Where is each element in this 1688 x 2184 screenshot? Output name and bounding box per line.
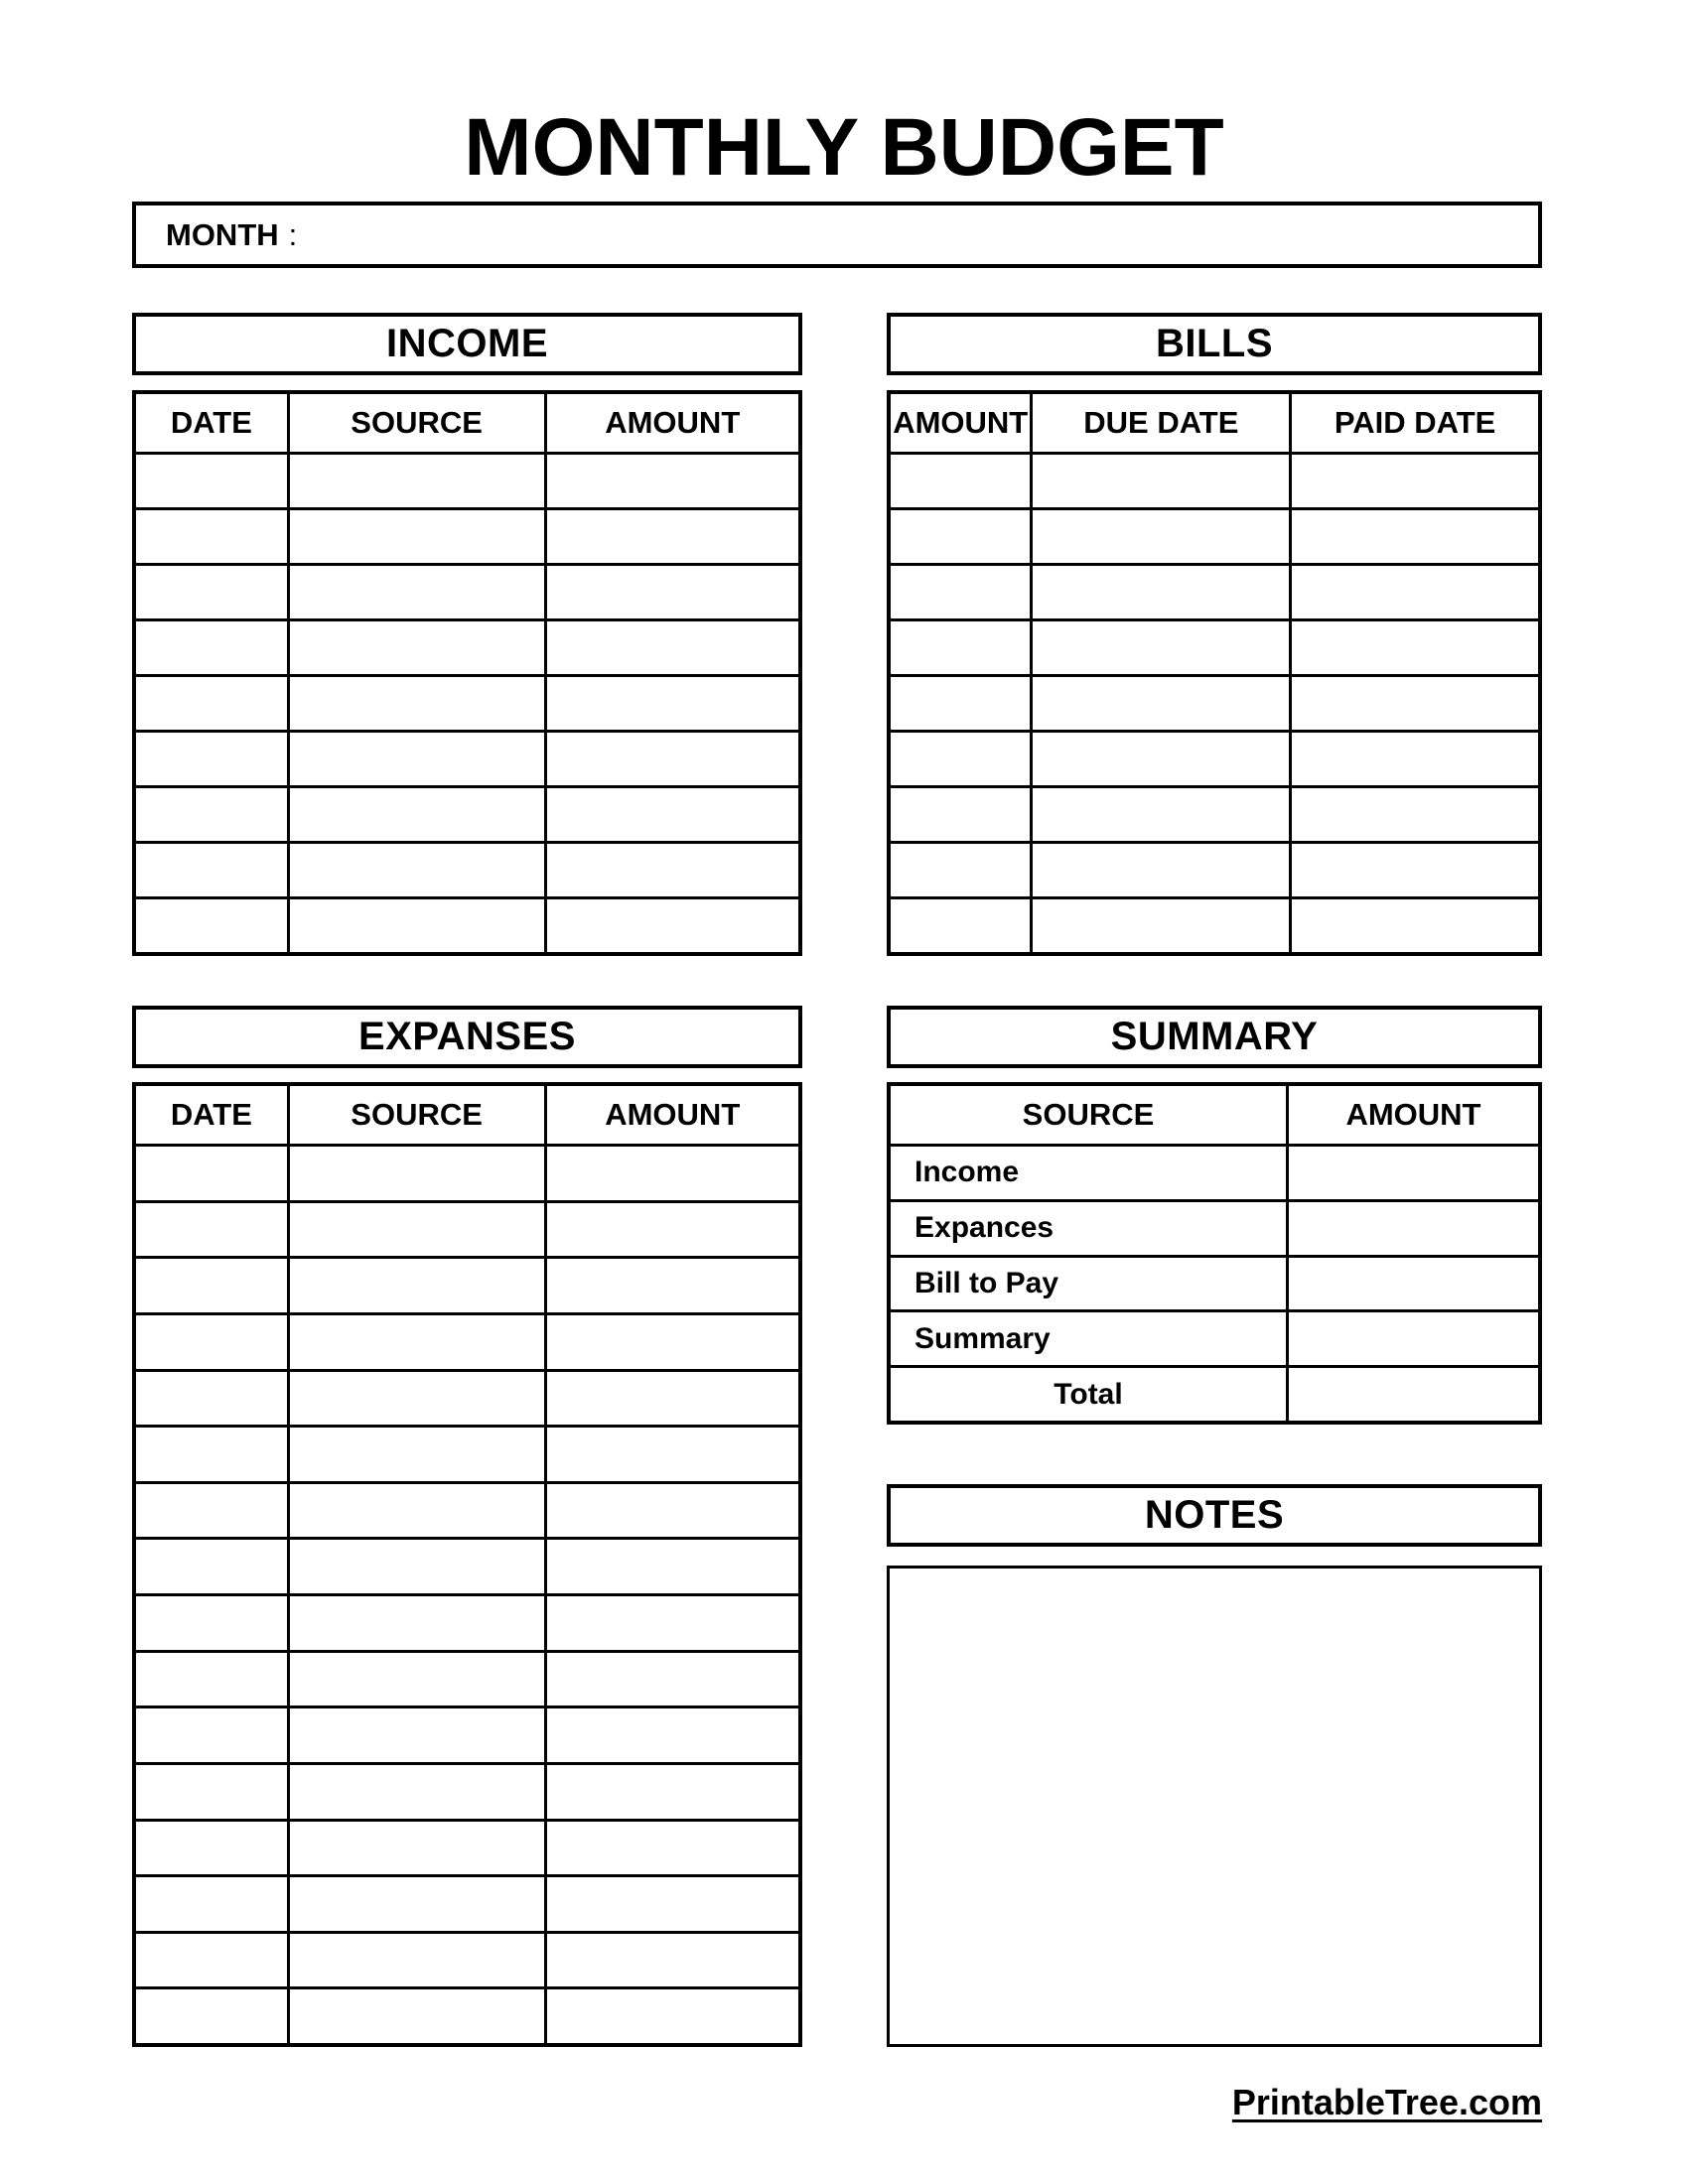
empty-cell[interactable] (547, 510, 798, 563)
empty-cell[interactable] (290, 1708, 547, 1762)
summary-row-bill-to-pay (891, 1258, 1538, 1313)
empty-cell[interactable] (1033, 899, 1292, 952)
empty-cell[interactable] (290, 788, 547, 841)
empty-cell[interactable] (136, 1203, 290, 1257)
empty-cell[interactable] (290, 566, 547, 618)
empty-cell[interactable] (547, 1989, 798, 2043)
empty-cell[interactable] (1033, 566, 1292, 618)
table-row (136, 455, 798, 510)
summary-amount-cell[interactable] (1289, 1258, 1538, 1310)
table-row (136, 566, 798, 621)
empty-cell[interactable] (547, 844, 798, 896)
column-header: AMOUNT (1345, 1097, 1481, 1132)
column-header: AMOUNT (605, 405, 741, 440)
empty-cell[interactable] (1292, 621, 1538, 674)
column-header: PAID DATE (1334, 405, 1496, 440)
empty-cell[interactable] (290, 1877, 547, 1931)
empty-cell[interactable] (891, 455, 1033, 507)
empty-cell[interactable] (136, 1653, 290, 1706)
summary-amount-cell[interactable] (1289, 1202, 1538, 1255)
month-label-colon: : (288, 216, 298, 252)
table-row (136, 844, 798, 899)
summary-row-label: Income (891, 1147, 1289, 1199)
empty-cell[interactable] (547, 1765, 798, 1819)
empty-cell[interactable] (290, 1147, 547, 1200)
empty-cell[interactable] (290, 1540, 547, 1593)
empty-cell[interactable] (547, 1934, 798, 1987)
table-row (136, 510, 798, 566)
column-header: SOURCE (891, 1086, 1289, 1144)
empty-cell[interactable] (290, 455, 547, 507)
empty-cell[interactable] (547, 455, 798, 507)
empty-cell[interactable] (547, 1877, 798, 1931)
empty-cell[interactable] (547, 1653, 798, 1706)
empty-cell[interactable] (290, 621, 547, 674)
table-row (891, 844, 1538, 899)
table-row (891, 788, 1538, 844)
empty-cell[interactable] (290, 1989, 547, 2043)
empty-cell[interactable] (290, 1203, 547, 1257)
empty-cell[interactable] (290, 1596, 547, 1650)
empty-cell[interactable] (290, 1653, 547, 1706)
printabletree-link[interactable]: PrintableTree.com (1231, 2082, 1542, 2122)
table-row (136, 1934, 798, 1990)
empty-cell[interactable] (547, 1372, 798, 1426)
summary-row-label: Summary (891, 1312, 1289, 1365)
empty-cell[interactable] (547, 1147, 798, 1200)
table-row (136, 1989, 798, 2043)
empty-cell[interactable] (547, 1315, 798, 1369)
empty-cell[interactable] (547, 621, 798, 674)
empty-cell[interactable] (290, 677, 547, 730)
summary-row-label: Total (891, 1368, 1289, 1421)
empty-cell[interactable] (136, 1372, 290, 1426)
month-label: MONTH (166, 216, 279, 252)
empty-cell[interactable] (1292, 899, 1538, 952)
empty-cell[interactable] (136, 844, 290, 896)
empty-cell[interactable] (547, 677, 798, 730)
empty-cell[interactable] (290, 899, 547, 952)
empty-cell[interactable] (136, 1596, 290, 1650)
empty-cell[interactable] (1033, 621, 1292, 674)
empty-cell[interactable] (290, 1765, 547, 1819)
empty-cell[interactable] (547, 1203, 798, 1257)
bills-section-header (887, 313, 1542, 375)
table-row (891, 677, 1538, 733)
empty-cell[interactable] (1033, 455, 1292, 507)
empty-cell[interactable] (290, 510, 547, 563)
empty-cell[interactable] (891, 677, 1033, 730)
empty-cell[interactable] (136, 1989, 290, 2043)
table-header-row (136, 1086, 798, 1147)
table-row (136, 1259, 798, 1315)
empty-cell[interactable] (136, 677, 290, 730)
table-row (136, 677, 798, 733)
table-header-row (136, 394, 798, 455)
empty-cell[interactable] (1033, 510, 1292, 563)
table-row (891, 621, 1538, 677)
column-header: DUE DATE (1033, 394, 1292, 452)
table-row (136, 899, 798, 952)
table-row (136, 1653, 798, 1709)
table-row (136, 788, 798, 844)
table-row (136, 1765, 798, 1822)
empty-cell[interactable] (547, 1428, 798, 1481)
empty-cell[interactable] (290, 1259, 547, 1312)
empty-cell[interactable] (1292, 566, 1538, 618)
column-header: SOURCE (290, 394, 547, 452)
summary-table (887, 1082, 1542, 1425)
income-section-header (132, 313, 802, 375)
empty-cell[interactable] (136, 1484, 290, 1538)
empty-cell[interactable] (136, 1822, 290, 1875)
empty-cell[interactable] (290, 1372, 547, 1426)
empty-cell[interactable] (1033, 844, 1292, 896)
empty-cell[interactable] (136, 1765, 290, 1819)
empty-cell[interactable] (136, 788, 290, 841)
table-row (136, 1708, 798, 1765)
empty-cell[interactable] (136, 1147, 290, 1200)
notes-section-header (887, 1484, 1542, 1547)
column-header: DATE (136, 394, 290, 452)
table-row (136, 1203, 798, 1260)
notes-section-title: NOTES (1144, 1493, 1285, 1537)
empty-cell[interactable] (547, 1540, 798, 1593)
empty-cell[interactable] (290, 1484, 547, 1538)
table-row (891, 899, 1538, 952)
table-row (136, 1147, 798, 1203)
empty-cell[interactable] (891, 566, 1033, 618)
empty-cell[interactable] (1292, 788, 1538, 841)
table-row (136, 1428, 798, 1484)
empty-cell[interactable] (136, 455, 290, 507)
empty-cell[interactable] (547, 566, 798, 618)
page-title: MONTHLY BUDGET (464, 102, 1224, 193)
empty-cell[interactable] (136, 1540, 290, 1593)
table-row (136, 733, 798, 788)
empty-cell[interactable] (891, 899, 1033, 952)
empty-cell[interactable] (136, 899, 290, 952)
empty-cell[interactable] (1292, 844, 1538, 896)
table-row (136, 1596, 798, 1653)
empty-cell[interactable] (547, 788, 798, 841)
empty-cell[interactable] (136, 733, 290, 785)
empty-cell[interactable] (1033, 733, 1292, 785)
table-header-row (891, 394, 1538, 455)
empty-cell[interactable] (290, 1428, 547, 1481)
bills-section-title: BILLS (1155, 322, 1274, 365)
empty-cell[interactable] (1292, 455, 1538, 507)
table-row (891, 510, 1538, 566)
expanses-section-header (132, 1006, 802, 1068)
empty-cell[interactable] (1292, 677, 1538, 730)
empty-cell[interactable] (1033, 788, 1292, 841)
empty-cell[interactable] (136, 1708, 290, 1762)
summary-section-header (887, 1006, 1542, 1068)
notes-input-area[interactable] (887, 1566, 1542, 2047)
summary-row-total (891, 1368, 1538, 1421)
empty-cell[interactable] (290, 1934, 547, 1987)
empty-cell[interactable] (547, 1596, 798, 1650)
table-row (136, 1315, 798, 1372)
table-row (136, 1877, 798, 1934)
table-row (891, 733, 1538, 788)
empty-cell[interactable] (547, 1708, 798, 1762)
summary-row-expances (891, 1202, 1538, 1258)
column-header: SOURCE (290, 1086, 547, 1144)
summary-section-title: SUMMARY (1110, 1015, 1319, 1058)
empty-cell[interactable] (290, 844, 547, 896)
empty-cell[interactable] (290, 1315, 547, 1369)
summary-amount-cell[interactable] (1289, 1312, 1538, 1365)
expanses-table (132, 1082, 802, 2047)
empty-cell[interactable] (290, 1822, 547, 1875)
empty-cell[interactable] (1033, 677, 1292, 730)
empty-cell[interactable] (290, 733, 547, 785)
empty-cell[interactable] (891, 621, 1033, 674)
summary-row-label: Expances (891, 1202, 1289, 1255)
expanses-section-title: EXPANSES (358, 1015, 576, 1058)
empty-cell[interactable] (136, 1315, 290, 1369)
summary-amount-cell[interactable] (1289, 1368, 1538, 1421)
table-row (136, 621, 798, 677)
empty-cell[interactable] (136, 1877, 290, 1931)
empty-cell[interactable] (136, 1934, 290, 1987)
income-section-title: INCOME (386, 322, 548, 365)
table-row (891, 455, 1538, 510)
empty-cell[interactable] (547, 1259, 798, 1312)
empty-cell[interactable] (136, 621, 290, 674)
empty-cell[interactable] (547, 1484, 798, 1538)
summary-amount-cell[interactable] (1289, 1147, 1538, 1199)
empty-cell[interactable] (547, 733, 798, 785)
table-row (891, 566, 1538, 621)
empty-cell[interactable] (136, 566, 290, 618)
table-header-row (891, 1086, 1538, 1147)
column-header: AMOUNT (605, 1097, 741, 1132)
summary-row-label: Bill to Pay (891, 1258, 1289, 1310)
table-row (136, 1540, 798, 1596)
empty-cell[interactable] (891, 510, 1033, 563)
empty-cell[interactable] (891, 844, 1033, 896)
column-header: DATE (136, 1086, 290, 1144)
table-row (136, 1372, 798, 1429)
table-row (136, 1822, 798, 1878)
bills-table (887, 390, 1542, 956)
empty-cell[interactable] (891, 788, 1033, 841)
empty-cell[interactable] (547, 1822, 798, 1875)
month-field[interactable] (132, 202, 1542, 268)
summary-row-income (891, 1147, 1538, 1202)
empty-cell[interactable] (1292, 510, 1538, 563)
table-row (136, 1484, 798, 1541)
empty-cell[interactable] (1292, 733, 1538, 785)
income-table (132, 390, 802, 956)
empty-cell[interactable] (891, 733, 1033, 785)
month-value-input[interactable] (297, 205, 1538, 264)
empty-cell[interactable] (136, 1259, 290, 1312)
empty-cell[interactable] (136, 510, 290, 563)
column-header: AMOUNT (891, 394, 1033, 452)
empty-cell[interactable] (547, 899, 798, 952)
empty-cell[interactable] (136, 1428, 290, 1481)
summary-row-summary (891, 1312, 1538, 1368)
